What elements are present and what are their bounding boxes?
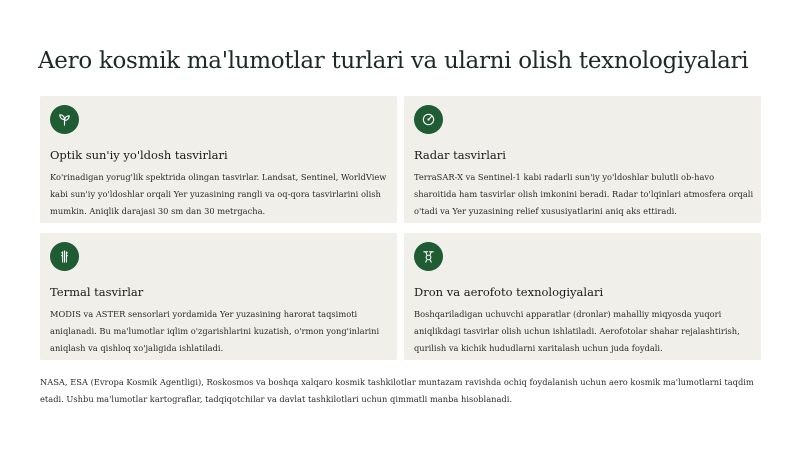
card-text: Boshqariladigan uchuvchi apparatlar (dronlar) mahalliy miqyosda yuqori aniqlikdagi tasvirlar olish uchun ishlatiladi. Aerofotolar shahar rejalashtirish, qurilish va kichik hududlarni xaritalash uchun juda foydali. bbox=[414, 309, 740, 353]
seedling-icon bbox=[50, 105, 79, 134]
footer-text: NASA, ESA (Evropa Kosmik Agentligi), Roskosmos va boshqa xalqaro kosmik tashkilotlar muntazam ravishda ochiq foydalanish uchun aero kosmik ma'lumotlarni taqdim etadi. Ushbu ma'lumotlar kartograflar, tadqiqotchilar va davlat tashkilotlari uchun qimmatli manba hisoblanadi. bbox=[40, 377, 754, 404]
card-radar bbox=[404, 96, 761, 223]
card-title: Termal tasvirlar bbox=[50, 285, 144, 299]
card-text: Ko'rinadigan yorug'lik spektrida olingan tasvirlar. Landsat, Sentinel, WorldView kabi sun'iy yo'ldoshlar orqali Yer yuzasining rangli va oq-qora tasvirlarini olish mumkin. Aniqlik darajasi 30 sm dan 30 metrgacha. bbox=[50, 172, 387, 216]
card-optical bbox=[40, 96, 397, 223]
card-text: MODIS va ASTER sensorlari yordamida Yer yuzasining harorat taqsimoti aniqlanadi. Bu ma'lumotlar iqlim o'zgarishlarini kuzatish, o'rmon yong'inlarini aniqlash va qishloq xo'jaligida ishlatiladi. bbox=[50, 309, 380, 353]
card-title: Optik sun'iy yo'ldosh tasvirlari bbox=[50, 148, 228, 162]
card-text: TerraSAR-X va Sentinel-1 kabi radarli sun'iy yo'ldoshlar bulutli ob-havo sharoitida ham tasvirlar olish imkonini beradi. Radar to'lqinlari atmosfera orqali o'tadi va Yer yuzasining relief xususiyatlarini aniq aks ettiradi. bbox=[414, 172, 754, 216]
card-drone bbox=[404, 233, 761, 360]
gauge-icon bbox=[414, 105, 443, 134]
card-thermal bbox=[40, 233, 397, 360]
wheat-icon bbox=[50, 242, 79, 271]
drone-icon bbox=[414, 242, 443, 271]
card-title: Radar tasvirlari bbox=[414, 148, 506, 162]
card-title: Dron va aerofoto texnologiyalari bbox=[414, 285, 604, 299]
page-title: Aero kosmik ma'lumotlar turlari va ularni olish texnologiyalari bbox=[38, 48, 749, 74]
